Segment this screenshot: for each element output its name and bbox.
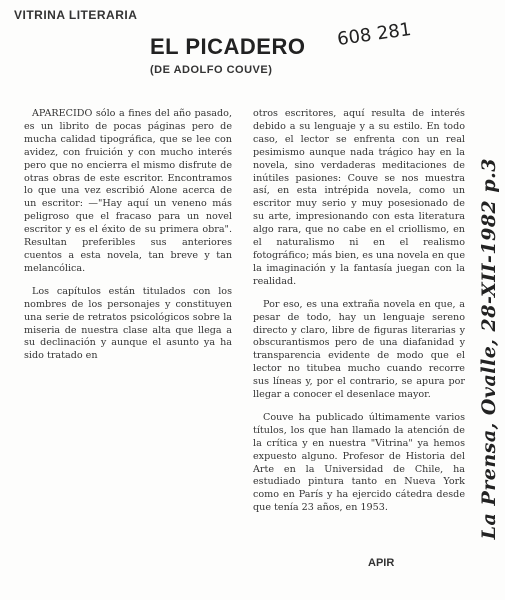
- left-paragraph-1: APARECIDO sólo a fines del año pasado, es un librito de pocas páginas pero de mucha calidad tipográfica, que se lee con avidez, con fruición y con mucho interés pero que no encierra el mismo disfrute de otras obras de este escritor. Encontramos lo que una vez escribió Alone acerca de un escritor: —"Hay aquí un veneno más peligroso que el fracaso para un novel escritor y es el éxito de su primera obra". Resultan preferibles sus anteriores cuentos a esta novela, tan breve y tan melancólica.: [24, 108, 232, 274]
- handwritten-reference-number: 608 281: [335, 18, 413, 51]
- right-paragraph-1: otros escritores, aquí resulta de interés debido a su lenguaje y a su estilo. En todo caso, el lector se enfrenta con un real pesimismo aunque nada trágico hay en la novela, sino verdaderas meditaciones de inútiles pasiones: Couve se nos muestra así, en esta intrépida novela, como un escritor muy serio y muy posesionado de su arte, impresionando con esta literatura algo rara, que no cabe en el criollismo, en el naturalismo ni en el realismo fotográfico; más bien, es una novela en que la imaginación y la fantasía juegan con la realidad.: [253, 108, 465, 287]
- right-column: [253, 108, 465, 525]
- article-title: EL PICADERO: [150, 34, 306, 59]
- right-paragraph-3: Couve ha publicado últimamente varios títulos, los que han llamado la atención de la crítica y en nuestra "Vitrina" ya hemos expuesto alguno. Profesor de Historia del Arte en la Universidad de Chile, ha estudiado pintura tanto en Nueva York como en París y ha ejercido cátedra desde que tenía 23 años, en 1953.: [253, 411, 465, 514]
- left-paragraph-2: Los capítulos están titulados con los nombres de los personajes y constituyen una serie de retratos psicológicos sobre la miseria de nuestra clase alta que llega a su declinación y aunque el asunto ya ha sido tratado en: [24, 285, 232, 362]
- article-subtitle: (DE ADOLFO COUVE): [150, 64, 273, 76]
- section-label: VITRINA LITERARIA: [14, 8, 138, 22]
- right-paragraph-2: Por eso, es una extraña novela en que, a pesar de todo, hay un lenguaje sereno directo y claro, libre de figuras literarias y obscurantismos pero de una diafanidad y transparencia evidente de modo que el lector no titubea mucho cuando recorre sus líneas y, por el contrario, se apura por llegar a conocer el desenlace mayor.: [253, 298, 465, 401]
- left-column: [24, 108, 232, 373]
- handwritten-source-note: La Prensa, Ovalle, 28-XII-1982 p.3: [478, 158, 500, 540]
- author-signature: APIR: [368, 557, 395, 569]
